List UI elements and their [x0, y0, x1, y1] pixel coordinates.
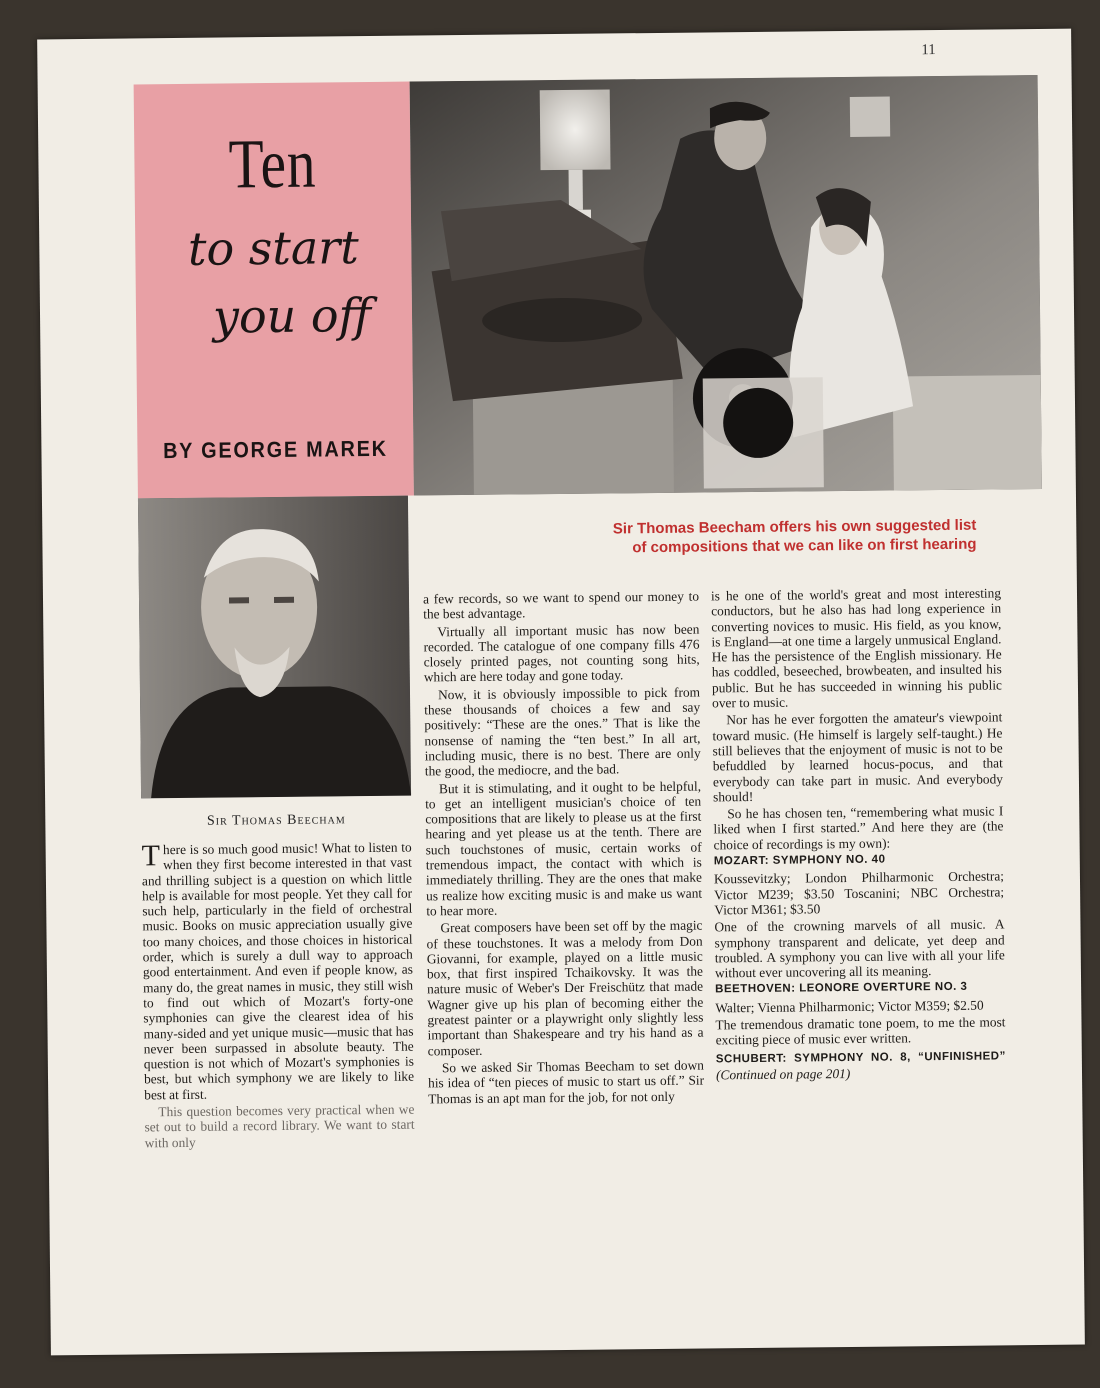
- recording-description-mozart: One of the crowning marvels of all music. A symphony transparent and delicate, yet deep and troubled. A symphony you can live with all your life without ever uncovering all its meaning.: [714, 916, 1005, 981]
- recording-heading-mozart: MOZART: SYMPHONY NO. 40: [713, 853, 886, 868]
- photo-sir-thomas-beecham: [138, 496, 411, 799]
- title-line-2: to start: [187, 220, 360, 276]
- magazine-page: [37, 29, 1085, 1356]
- col2-paragraph-3: Now, it is obviously impossible to pick from these thousands of choices a few and say positively: “These are the ones.” That is like the nonsense of naming the “ten best.” In all art, including music, there is no best. There are only the good, the mediocre, and the bad.: [424, 684, 701, 779]
- recording-details-beethoven: Walter; Vienna Philharmonic; Victor M359; $2.50: [715, 997, 984, 1016]
- col3-paragraph-3: So he has chosen ten, “remembering what music I liked when I first started.” And here they are (the choice of recordings is my own):: [713, 803, 1004, 853]
- title-main: Ten: [228, 125, 317, 204]
- byline: BY GEORGE MAREK: [162, 435, 388, 464]
- title-line-3: you off: [212, 287, 372, 344]
- photo-caption: Sir Thomas Beecham: [206, 812, 346, 829]
- col1-paragraph-1: here is so much good music! What to listen to when they first become interested in that vast and thrilling subject is a question on which little help is available for most people. Yet they call for such help, particularly in the field of orchestral music. Books on music appreciation usually give too many choices, and those choices in historical order, which is surely a dull way to approach good entertainment. And even if people know, as many do, the great names in music, they still wish to find out which of Mozart's forty-one symphonies can give the clearest idea of his many-sided and yet unique music—music that has never been surpassed in absolute beauty. The question is not which of Mozart's symphonies is best, but which symphony we are likely to like best at first.: [141, 839, 415, 1103]
- subheading-deck: [432, 516, 976, 560]
- article-column-2: [423, 589, 704, 1109]
- page-number: 11: [921, 42, 936, 59]
- col2-paragraph-1: a few records, so we want to spend our money to the best advantage.: [422, 588, 700, 622]
- col2-paragraph-2: Virtually all important music has now been recorded. The catalogue of one company fills 476 closely printed pages, not counting song hits, which are here today and gone today.: [423, 621, 700, 685]
- title-block: [134, 82, 414, 499]
- recording-details-mozart: Koussevitzky; London Philharmonic Orchestra; Victor M239; $3.50 Toscanini; NBC Orchestra; Victor M361; $3.50: [713, 868, 1005, 918]
- drop-cap: T: [141, 839, 161, 873]
- recording-heading-schubert: SCHUBERT: SYMPHONY NO. 8, “UNFINISHED”: [715, 1049, 1006, 1066]
- article-column-3: [711, 585, 1006, 1084]
- col3-paragraph-2: Nor has he ever forgotten the amateur's viewpoint toward music. (He himself is largely self-taught.) He still believes that the enjoyment of music is not to be befuddled by learned hocus-pocus, and that everybody can take part in music. And everybody should!: [712, 709, 1004, 805]
- col2-paragraph-6: So we asked Sir Thomas Beecham to set down his idea of “ten pieces of music to start us off.” Sir Thomas is an apt man for the job, for not only: [428, 1057, 705, 1106]
- col2-paragraph-4: But it is stimulating, and it ought to be helpful, to get an intelligent musician's choice of ten compositions that are likely to please us at the first hearing and yet please us at the tenth. There are such touchstones of music, certain works of tremendous impact, the contact with which is immediately thrilling. They are the ones that make us realize how exciting music is and make us want to hear more.: [425, 778, 703, 919]
- col1-paragraph-2: This question becomes very practical when we set out to build a record library. We want to start with only: [144, 1101, 415, 1151]
- col3-paragraph-1: is he one of the world's great and most interesting conductors, but he also has had long experience in converting novices to music. His field, as you know, is England—at one time a largely unmusical England. He has the persistence of the English missionary. He has coddled, beseeched, browbeaten, and insulted his public. But he has succeeded in winning his public over to music.: [710, 585, 1003, 711]
- article-column-1: [142, 840, 415, 1153]
- col2-paragraph-5: Great composers have been set off by the magic of these touchstones. It was a melody from Don Giovanni, for example, played on a little music box, that first inspired Tchaikovsky. It was the nature music of Weber's Der Freischütz that made Wagner give up his plan of becoming either the greatest painter or a playwright only slightly less important than Shakespeare and try his hand as a composer.: [426, 917, 704, 1059]
- recording-heading-beethoven: BEETHOVEN: LEONORE OVERTURE NO. 3: [715, 981, 968, 996]
- continued-note: (Continued on page 201): [715, 1065, 851, 1083]
- deck-line-1: Sir Thomas Beecham offers his own suggested list: [612, 516, 977, 538]
- photo-couple-phonograph: [410, 75, 1042, 496]
- deck-line-2: of compositions that we can like on first hearing: [632, 535, 977, 557]
- recording-description-beethoven: The tremendous dramatic tone poem, to me the most exciting piece of music ever written.: [715, 1014, 1006, 1048]
